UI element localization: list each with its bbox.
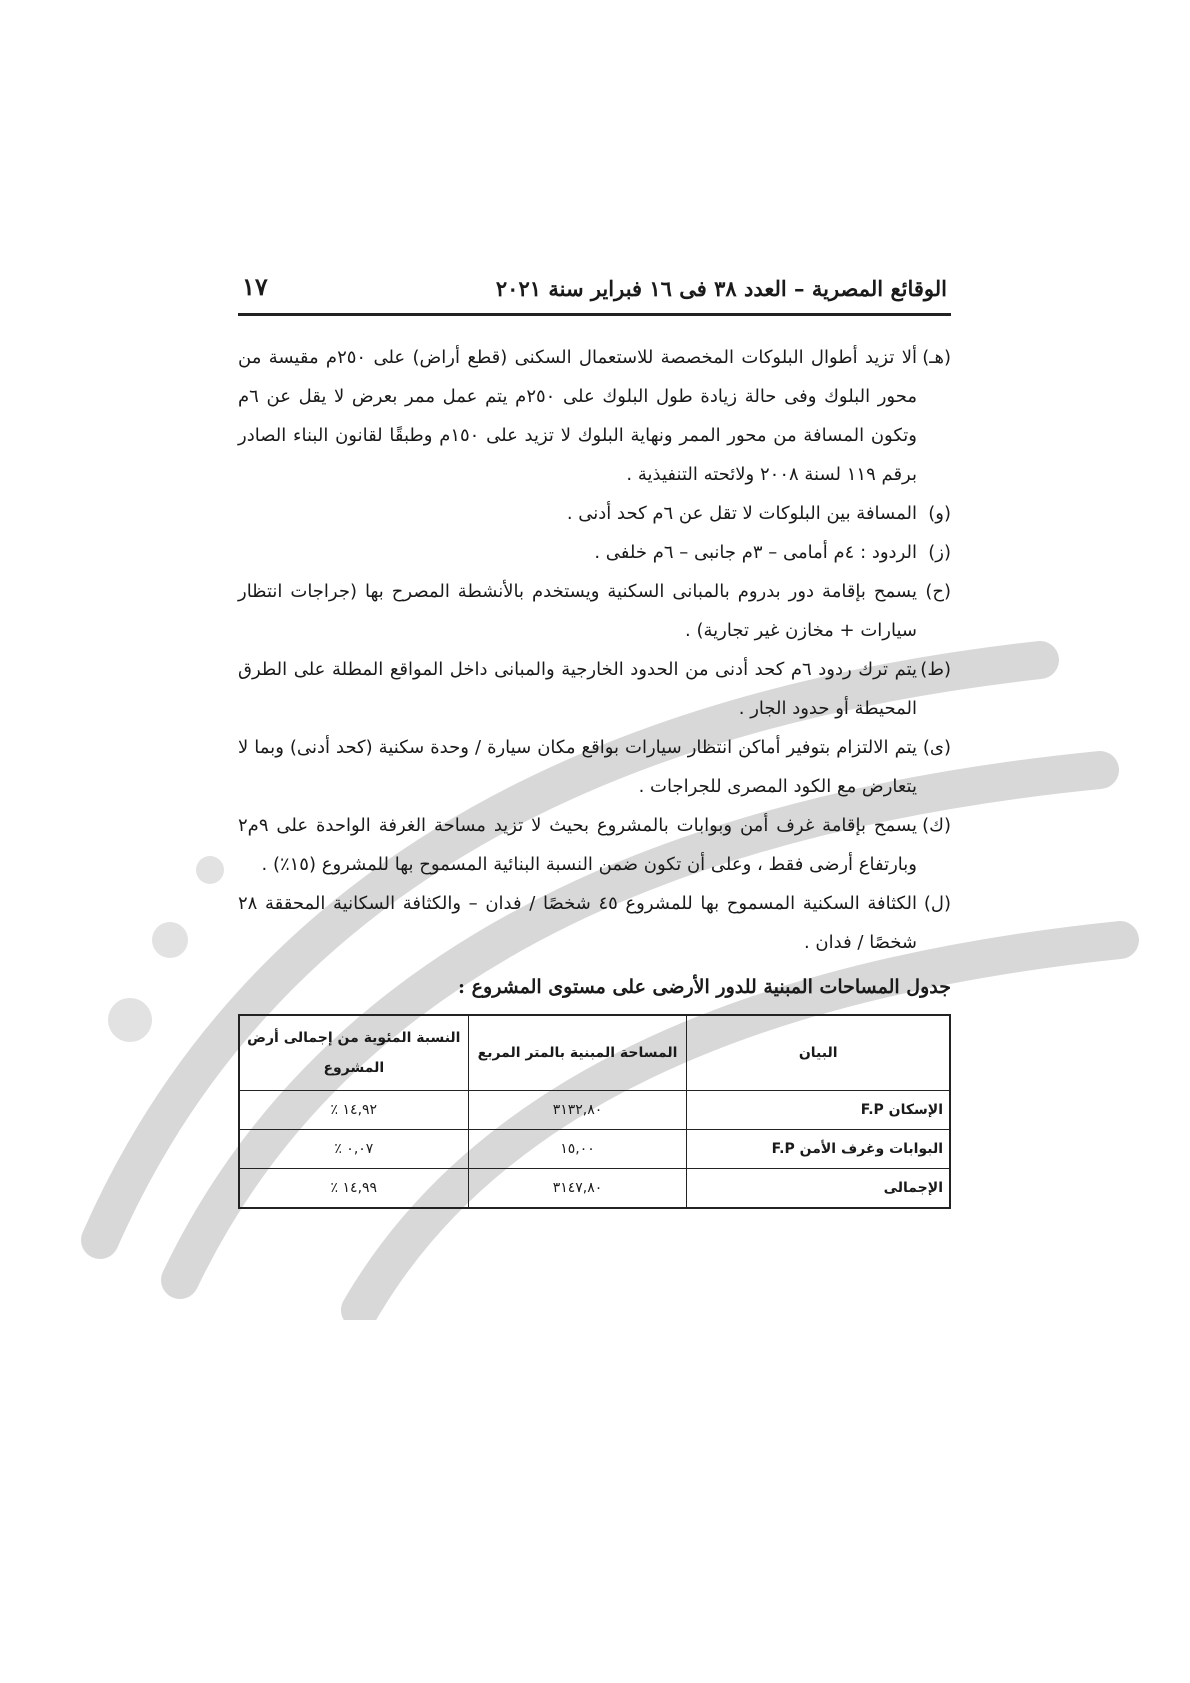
clause-text: يتم ترك ردود ٦م كحد أدنى من الحدود الخارجية والمبانى داخل المواقع المطلة على الطرق المحيطة أو حدود الجار .	[238, 659, 918, 719]
row-percentage: ١٤,٩٩ ٪	[239, 1169, 468, 1209]
clause-text: الردود : ٤م أمامى – ٣م جانبى – ٦م خلفى .	[594, 542, 917, 563]
clause-text: الكثافة السكنية المسموح بها للمشروع ٤٥ شخصًا / فدان – والكثافة السكانية المحققة ٢٨ شخصًا / فدان .	[238, 893, 917, 953]
row-label: الإسكان F.P	[687, 1091, 950, 1130]
clause-text: يسمح بإقامة دور بدروم بالمبانى السكنية ويستخدم بالأنشطة المصرح بها (جراجات انتظار سيارات + مخازن غير تجارية) .	[238, 581, 917, 641]
clause-text: المسافة بين البلوكات لا تقل عن ٦م كحد أدنى .	[566, 503, 917, 524]
table-header-row	[239, 1015, 950, 1091]
clause-marker: (ى)	[922, 737, 951, 758]
clause-marker: (ز)	[928, 542, 951, 563]
table-row	[239, 1091, 950, 1130]
clause-marker: (ح)	[925, 581, 951, 602]
clause-marker: (ل)	[923, 893, 951, 914]
row-percentage: ٠,٠٧ ٪	[239, 1130, 468, 1169]
clause-marker: (ك)	[922, 815, 951, 836]
column-header-area: المساحة المبنية بالمتر المربع	[468, 1015, 687, 1091]
clause-item	[238, 338, 951, 494]
clause-text: ألا تزيد أطوال البلوكات المخصصة للاستعمال السكنى (قطع أراض) على ٢٥٠م مقيسة من محور البلوك وفى حالة زيادة طول البلوك على ٢٥٠م يتم عمل ممر بعرض لا يقل عن ٦م وتكون المسافة من محور الممر ونهاية البلوك لا تزيد على ١٥٠م وطبقًا لقانون البناء الصادر برقم ١١٩ لسنة ٢٠٠٨ ولائحته التنفيذية .	[238, 347, 917, 485]
table-row	[239, 1130, 950, 1169]
header-title: الوقائع المصرية – العدد ٣٨ فى ١٦ فبراير سنة ٢٠٢١	[495, 276, 947, 301]
clause-marker: (و)	[928, 503, 951, 524]
clause-item	[238, 650, 951, 728]
row-percentage: ١٤,٩٢ ٪	[239, 1091, 468, 1130]
clause-item	[238, 494, 951, 533]
clause-text: يتم الالتزام بتوفير أماكن انتظار سيارات بواقع مكان سيارة / وحدة سكنية (كحد أدنى) وبما لا يتعارض مع الكود المصرى للجراجات .	[238, 737, 917, 797]
clause-marker: (هـ)	[922, 347, 951, 368]
clause-item	[238, 806, 951, 884]
column-header-percentage: النسبة المئوية من إجمالى أرض المشروع	[239, 1015, 468, 1091]
row-area: ٣١٣٢,٨٠	[468, 1091, 687, 1130]
page-number: ١٧	[242, 272, 268, 301]
clause-item	[238, 884, 951, 962]
built-areas-table	[238, 1014, 951, 1209]
row-area: ١٥,٠٠	[468, 1130, 687, 1169]
clause-item	[238, 572, 951, 650]
page-header	[238, 272, 951, 316]
clause-marker: (ط)	[920, 659, 951, 680]
column-header-statement: البيان	[687, 1015, 950, 1091]
row-area: ٣١٤٧,٨٠	[468, 1169, 687, 1209]
clause-text: يسمح بإقامة غرف أمن وبوابات بالمشروع بحيث لا تزيد مساحة الغرفة الواحدة على ٩م٢ وبارتفاع أرضى فقط ، وعلى أن تكون ضمن النسبة البنائية المسموح بها للمشروع (١٥٪) .	[238, 815, 917, 875]
clauses-list	[238, 338, 951, 962]
row-label: الإجمالى	[687, 1169, 950, 1209]
gazette-page	[238, 272, 951, 1209]
table-row	[239, 1169, 950, 1209]
clause-item	[238, 533, 951, 572]
clause-item	[238, 728, 951, 806]
row-label: البوابات وغرف الأمن F.P	[687, 1130, 950, 1169]
table-title: جدول المساحات المبنية للدور الأرضى على مستوى المشروع :	[458, 976, 951, 998]
